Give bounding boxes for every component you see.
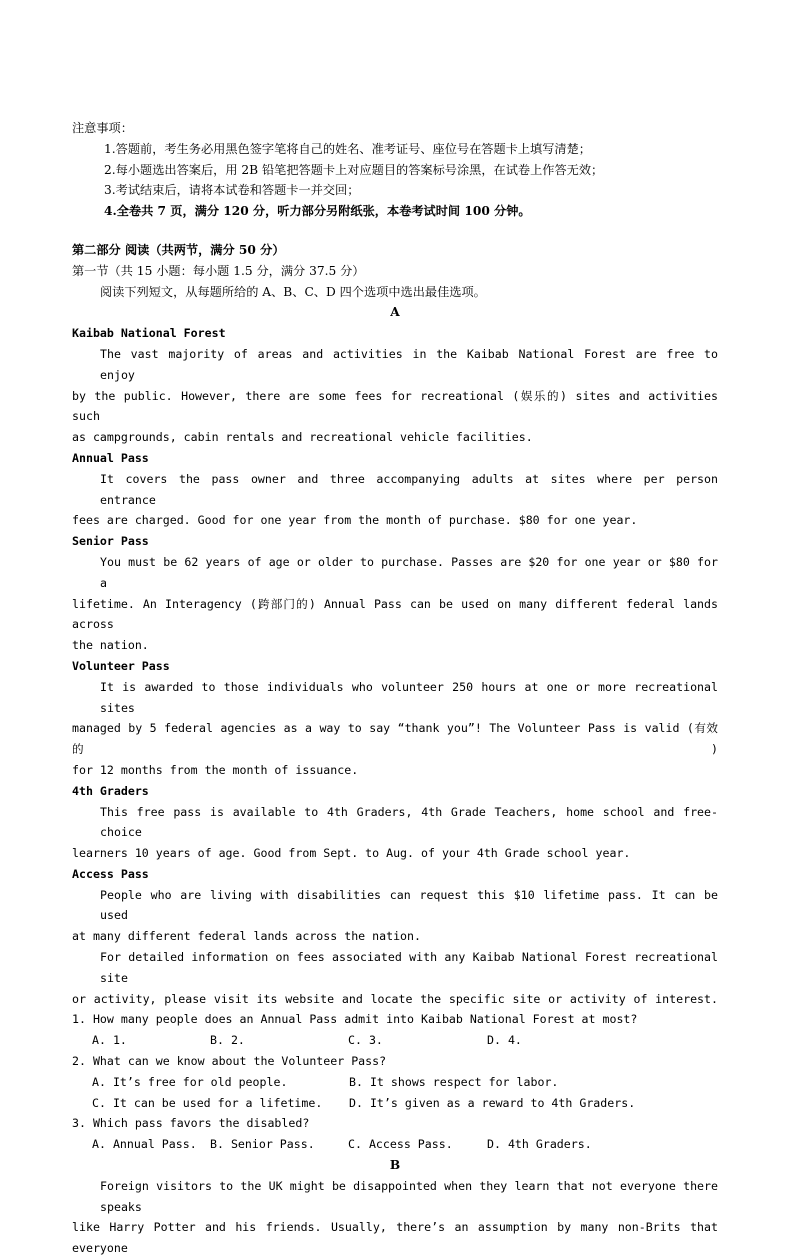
- spacer: [72, 222, 718, 240]
- section-subtitle: 第一节（共 15 小题：每小题 1.5 分，满分 37.5 分）: [72, 263, 365, 278]
- passage-b-line: Foreign visitors to the UK might be disappointed when they learn that not everyone there speaks: [100, 1178, 718, 1214]
- senior-pass-line: the nation.: [72, 638, 149, 653]
- notice-title: 注意事项：: [72, 121, 133, 135]
- fourth-graders-line: learners 10 years of age. Good from Sept. to Aug. of your 4th Grade school year.: [72, 846, 631, 861]
- annual-pass-heading: Annual Pass: [72, 450, 149, 465]
- more-info-line: For detailed information on fees associated with any Kaibab National Forest recreational site: [100, 950, 718, 985]
- question-3-options: [72, 1134, 718, 1155]
- passage-b-letter: B: [389, 1158, 401, 1173]
- question-1-stem: 1. How many people does an Annual Pass admit into Kaibab National Forest at most?: [72, 1012, 638, 1027]
- volunteer-pass-line: for 12 months from the month of issuance.: [72, 762, 359, 777]
- question-option: A. 1.: [92, 1033, 127, 1048]
- volunteer-pass-line: managed by 5 federal agencies as a way to say “thank you”! The Volunteer Pass is valid (有效的): [72, 721, 718, 757]
- section-instruction: 阅读下列短文，从每题所给的 A、B、C、D 四个选项中选出最佳选项。: [100, 284, 486, 299]
- question-option: D. 4th Graders.: [487, 1137, 592, 1152]
- question-1-options: [72, 1030, 718, 1051]
- notice-item-1: 1.答题前，考生务必用黑色签字笔将自己的姓名、准考证号、座位号在答题卡上填写清楚；: [104, 141, 591, 156]
- passage-a-letter: A: [390, 305, 400, 320]
- question-option: B. Senior Pass.: [210, 1137, 315, 1152]
- section-part-title: 第二部分 阅读（共两节，满分 50 分）: [72, 242, 285, 257]
- annual-pass-line: fees are charged. Good for one year from the month of purchase. $80 for one year.: [72, 513, 638, 528]
- question-option: C. 3.: [348, 1033, 383, 1048]
- senior-pass-line: You must be 62 years of age or older to purchase. Passes are $20 for one year or $80 for a: [100, 554, 718, 590]
- question-2-stem: 2. What can we know about the Volunteer Pass?: [72, 1054, 387, 1069]
- question-2-options-row-1: [72, 1072, 718, 1093]
- volunteer-pass-line: It is awarded to those individuals who volunteer 250 hours at one or more recreational sites: [100, 679, 718, 715]
- annual-pass-line: It covers the pass owner and three accompanying adults at sites where per person entrance: [100, 471, 718, 507]
- fourth-graders-heading: 4th Graders: [72, 783, 149, 798]
- question-option: B. It shows respect for labor.: [349, 1074, 559, 1089]
- more-info-line: or activity, please visit its website and locate the specific site or activity of interest.: [72, 991, 718, 1006]
- notice-item-2: 2.每小题选出答案后，用 2B 铅笔把答题卡上对应题目的答案标号涂黑，在试卷上作答无效；: [104, 162, 604, 177]
- question-2-options-row-2: [72, 1093, 718, 1114]
- passage-a-intro-line: as campgrounds, cabin rentals and recreational vehicle facilities.: [72, 430, 533, 445]
- question-option: C. It can be used for a lifetime.: [92, 1095, 323, 1110]
- question-3-stem: 3. Which pass favors the disabled?: [72, 1116, 310, 1131]
- senior-pass-line: lifetime. An Interagency (跨部门的) Annual Pass can be used on many different federal lands across: [72, 596, 718, 632]
- access-pass-line: at many different federal lands across the nation.: [72, 929, 422, 944]
- question-option: A. Annual Pass.: [92, 1137, 197, 1152]
- question-option: D. It’s given as a reward to 4th Graders.: [349, 1095, 636, 1110]
- passage-a-intro-line: by the public. However, there are some fees for recreational (娱乐的) sites and activities such: [72, 388, 718, 424]
- notice-item-4: 4.全卷共 7 页，满分 120 分，听力部分另附纸张，本卷考试时间 100 分钟。: [104, 204, 531, 219]
- question-option: B. 2.: [210, 1033, 245, 1048]
- passage-a-intro-line: The vast majority of areas and activities in the Kaibab National Forest are free to enjoy: [100, 346, 718, 382]
- access-pass-heading: Access Pass: [72, 866, 149, 881]
- question-option: A. It’s free for old people.: [92, 1074, 288, 1089]
- question-option: C. Access Pass.: [348, 1137, 453, 1152]
- passage-a-title: Kaibab National Forest: [72, 326, 226, 341]
- question-option: D. 4.: [487, 1033, 522, 1048]
- volunteer-pass-heading: Volunteer Pass: [72, 658, 170, 673]
- passage-b-line: like Harry Potter and his friends. Usually, there’s an assumption by many non-Brits that everyone: [72, 1220, 718, 1256]
- fourth-graders-line: This free pass is available to 4th Graders, 4th Grade Teachers, home school and free-choice: [100, 804, 718, 840]
- access-pass-line: People who are living with disabilities can request this $10 lifetime pass. It can be used: [100, 887, 718, 923]
- notice-item-3: 3.考试结束后，请将本试卷和答题卡一并交回；: [104, 183, 360, 198]
- senior-pass-heading: Senior Pass: [72, 534, 149, 549]
- exam-page: [72, 118, 718, 1259]
